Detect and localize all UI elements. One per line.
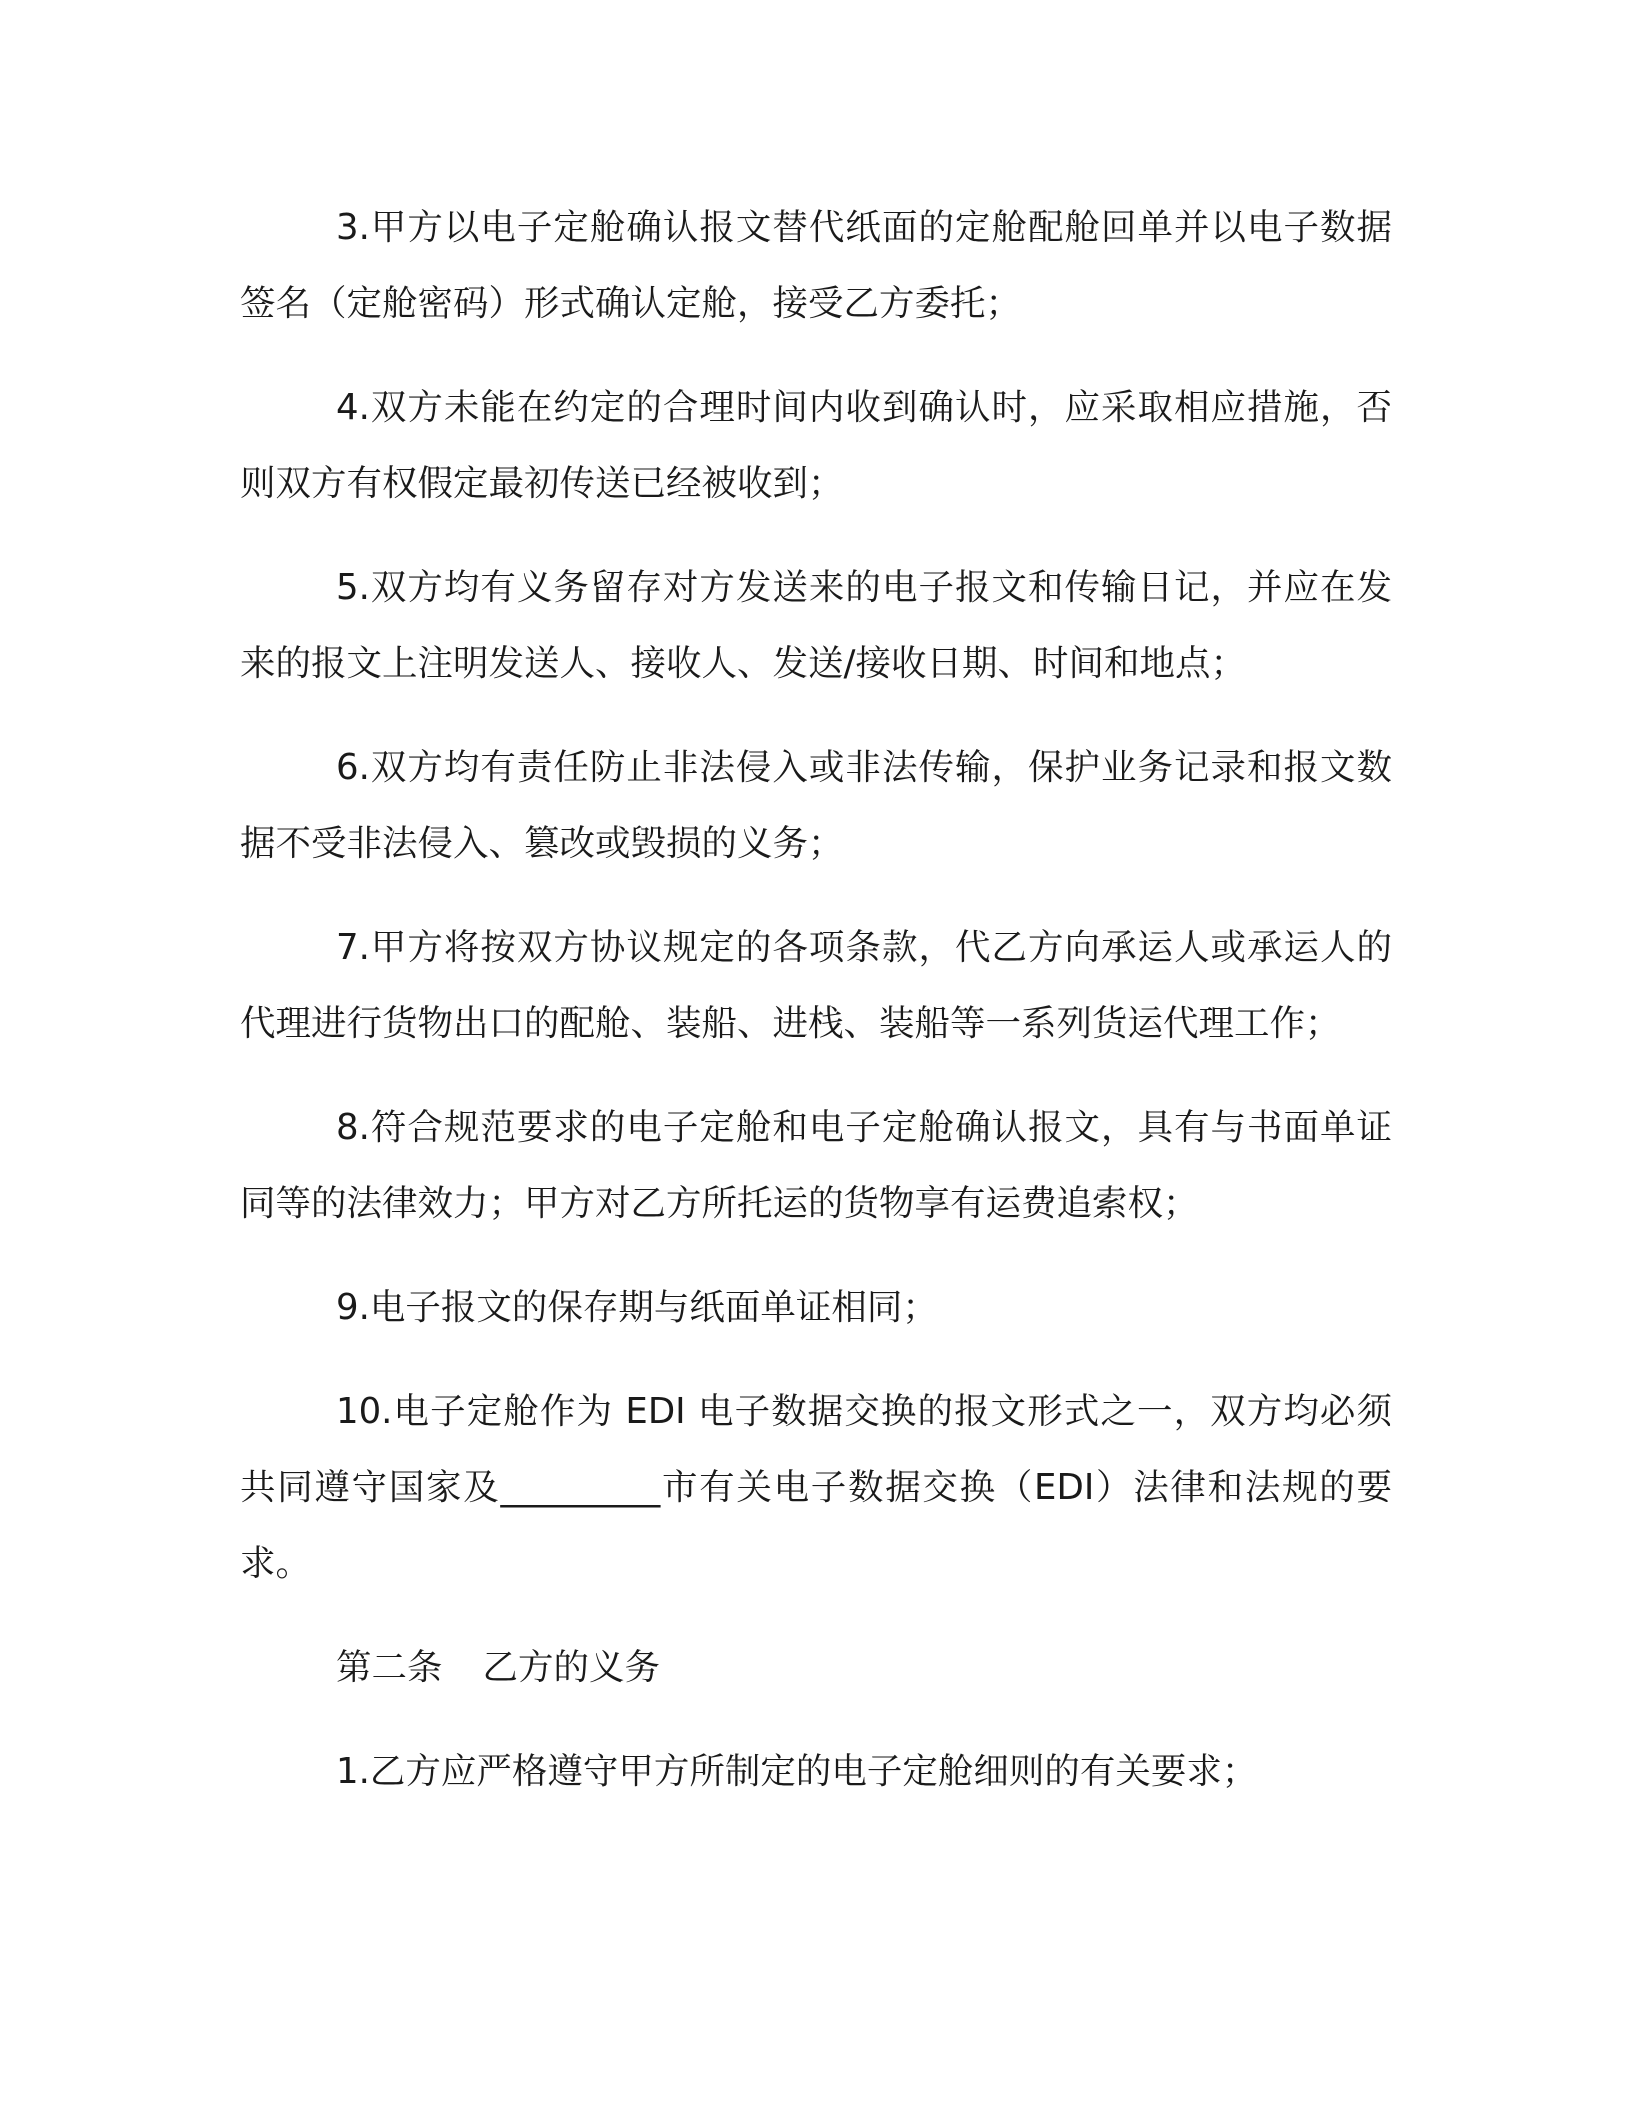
clause-10: 10.电子定舱作为 EDI 电子数据交换的报文形式之一，双方均必须共同遵守国家及_________市有关电子数据交换（EDI）法律和法规的要求。 bbox=[240, 1391, 1392, 1584]
clause-5: 5.双方均有义务留存对方发送来的电子报文和传输日记，并应在发来的报文上注明发送人、接收人、发送/接收日期、时间和地点； bbox=[240, 567, 1392, 684]
clause-7: 7.甲方将按双方协议规定的各项条款，代乙方向承运人或承运人的代理进行货物出口的配舱、装船、进栈、装船等一系列货运代理工作； bbox=[240, 927, 1392, 1044]
clause-4: 4.双方未能在约定的合理时间内收到确认时，应采取相应措施，否则双方有权假定最初传送已经被收到； bbox=[240, 387, 1392, 504]
document-page bbox=[240, 190, 1392, 1838]
clause-6: 6.双方均有责任防止非法侵入或非法传输，保护业务记录和报文数据不受非法侵入、篡改或毁损的义务； bbox=[240, 747, 1392, 864]
section-title: 乙方的义务 bbox=[482, 1647, 661, 1688]
clause-3: 3.甲方以电子定舱确认报文替代纸面的定舱配舱回单并以电子数据签名（定舱密码）形式确认定舱，接受乙方委托； bbox=[240, 207, 1392, 324]
clause-8: 8.符合规范要求的电子定舱和电子定舱确认报文，具有与书面单证同等的法律效力；甲方对乙方所托运的货物享有运费追索权； bbox=[240, 1107, 1392, 1224]
section-heading bbox=[240, 1630, 1392, 1706]
section-clause-1: 1.乙方应严格遵守甲方所制定的电子定舱细则的有关要求； bbox=[336, 1751, 1258, 1792]
clause-9: 9.电子报文的保存期与纸面单证相同； bbox=[336, 1287, 938, 1328]
section-number: 第二条 bbox=[336, 1647, 443, 1688]
